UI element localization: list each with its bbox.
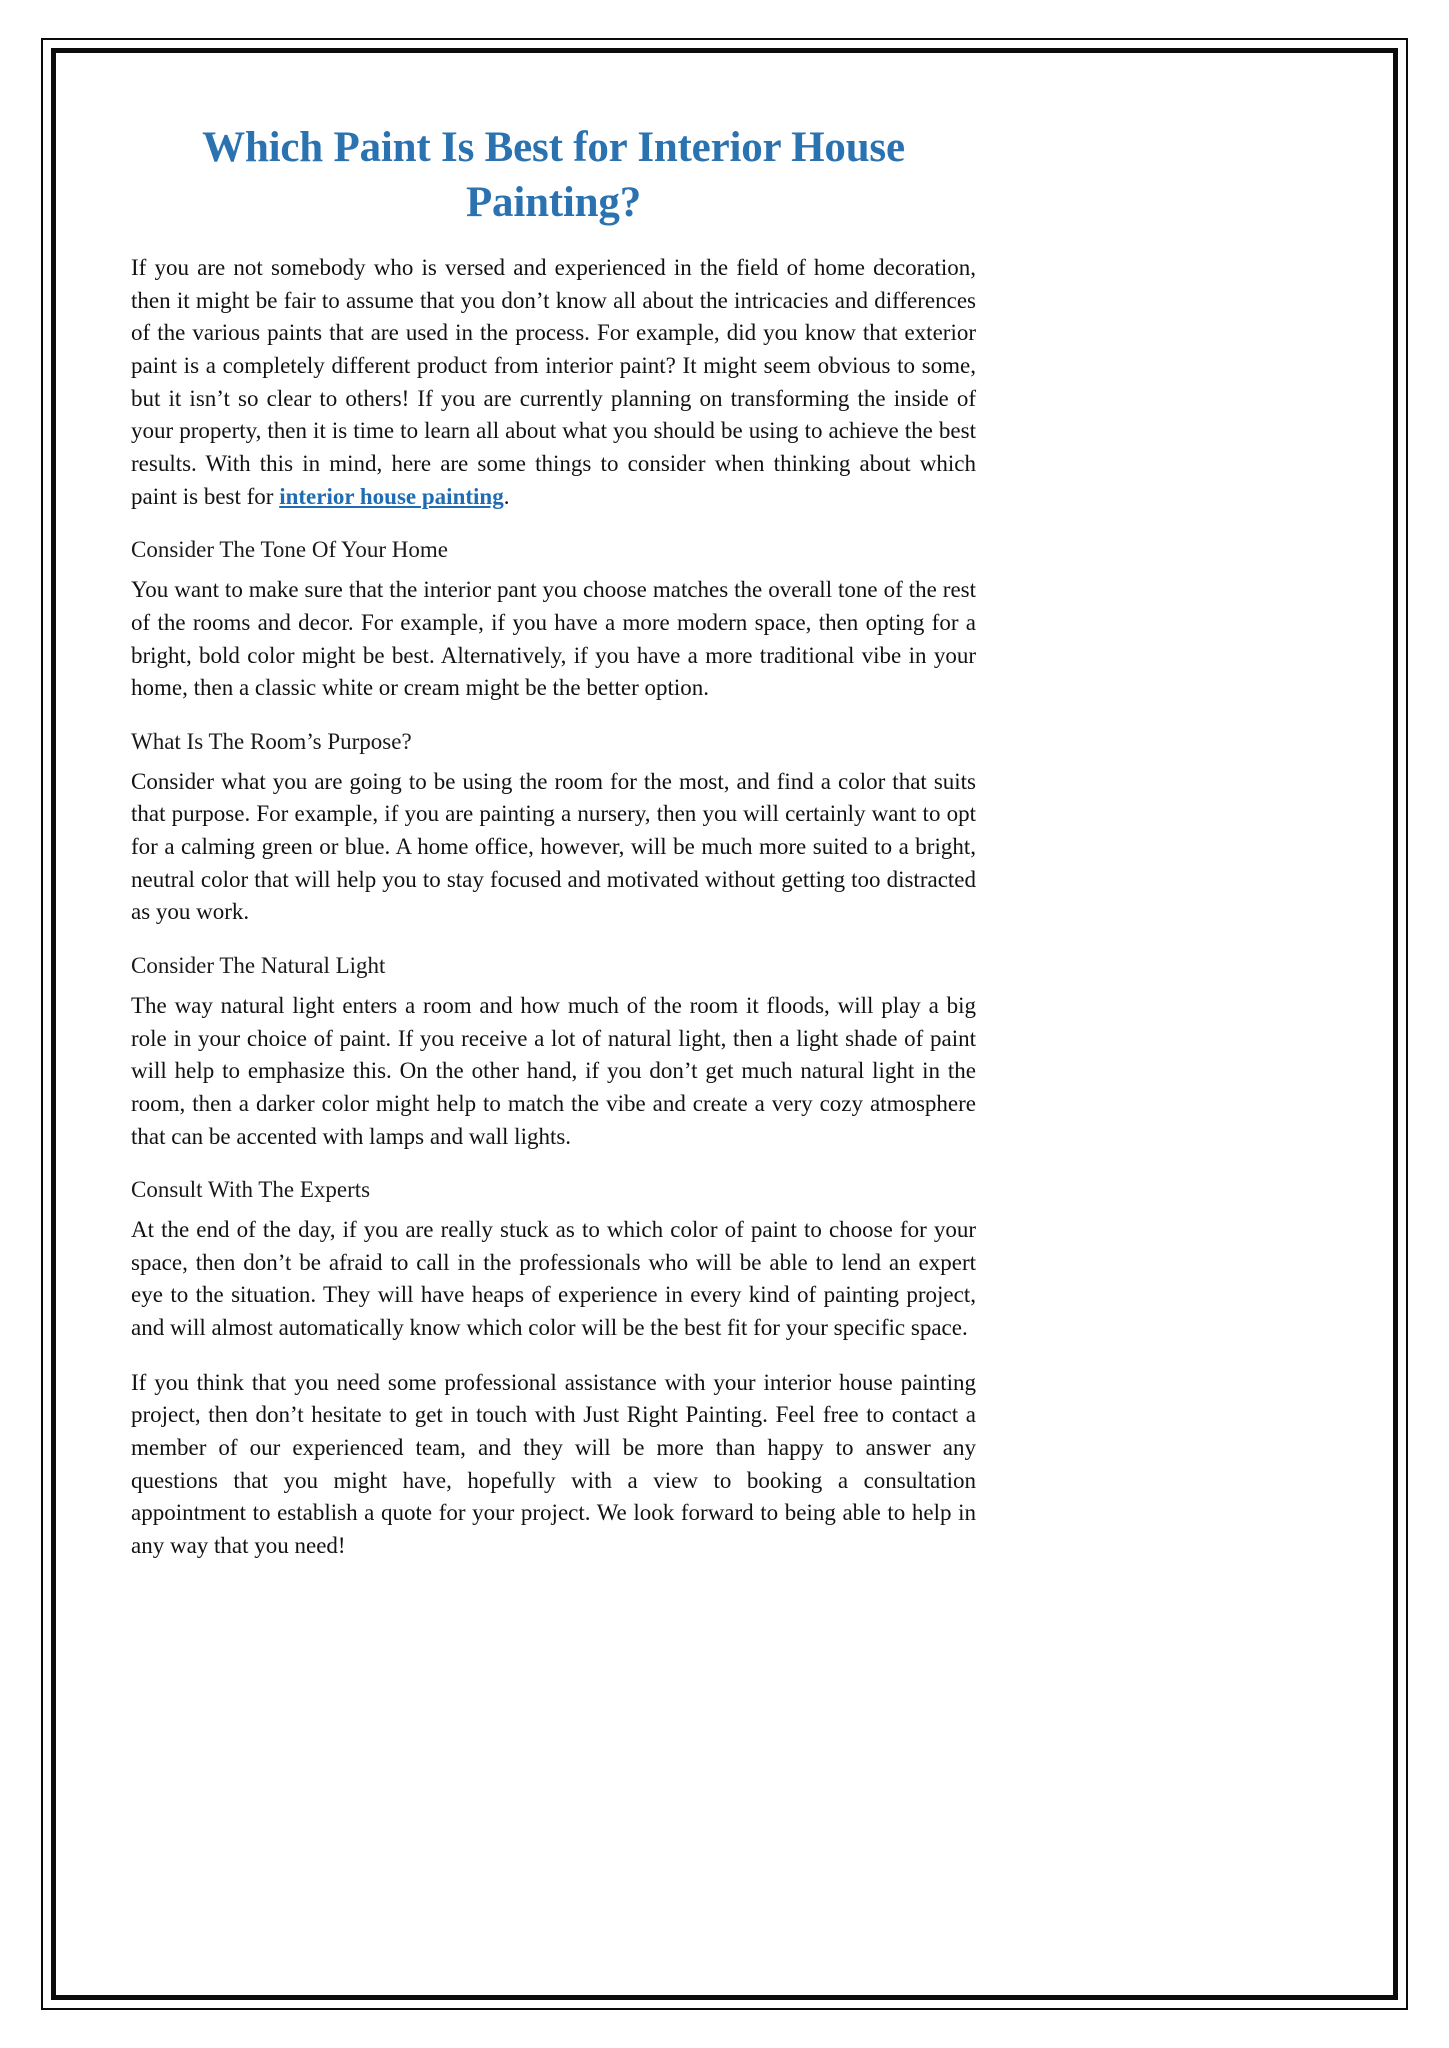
section-body-natural-light: The way natural light enters a room and how much of the room it floods, will play a big role in your choice of paint. If you receive a lot of natural light, then a light shade of paint will help to emphasize this. On the other hand, if you don’t get much natural light in the room, then a darker color might help to match the vibe and create a very cozy atmosphere that can be accented with lamps and wall lights. xyxy=(131,992,976,1149)
section-heading-room-purpose: What Is The Room’s Purpose? xyxy=(131,728,412,754)
closing-paragraph: If you think that you need some professional assistance with your interior house painting project, then don’t hesitate to get in touch with Just Right Painting. Feel free to contact a member of our experienced team, and they will be more than happy to answer any questions that you might have, hopefully with a view to booking a consultation appointment to establish a quote for your project. We look forward to being able to help in any way that you need! xyxy=(131,1369,976,1558)
section-heading-consult-experts: Consult With The Experts xyxy=(131,1177,371,1203)
intro-text-before-link: If you are not somebody who is versed and experienced in the field of home decoration, then it might be fair to assume that you don’t know all about the intricacies and differences of the various paints that are used in the process. For example, did you know that exterior paint is a completely different product from interior paint? It might seem obvious to some, but it isn’t so clear to others! If you are currently planning on transforming the inside of your property, then it is time to learn all about what you should be using to achieve the best results. With this in mind, here are some things to consider when thinking about which paint is best for xyxy=(131,255,976,509)
section-body-consult-experts: At the end of the day, if you are really stuck as to which color of paint to choose for your space, then don’t be afraid to call in the professionals who will be able to lend an expert eye to the situation. They will have heaps of experience in every kind of painting project, and will almost automatically know which color will be the best fit for your specific space. xyxy=(131,1217,976,1341)
document-content xyxy=(131,120,976,1563)
interior-house-painting-link[interactable]: interior house painting xyxy=(279,483,504,509)
section-heading-natural-light: Consider The Natural Light xyxy=(131,953,386,978)
section-body-room-purpose: Consider what you are going to be using the room for the most, and find a color that suits that purpose. For example, if you are painting a nursery, then you will certainly want to opt for a calming green or blue. A home office, however, will be much more suited to a bright, neutral color that will help you to stay focused and motivated without getting too distracted as you work. xyxy=(131,768,976,925)
section-heading-tone: Consider The Tone Of Your Home xyxy=(131,537,448,563)
page-title: Which Paint Is Best for Interior House Painting? xyxy=(202,124,905,227)
intro-text-after-link: . xyxy=(503,483,510,509)
intro-paragraph xyxy=(131,252,976,513)
section-body-tone: You want to make sure that the interior pant you choose matches the overall tone of the rest of the rooms and decor. For example, if you have a more modern space, then opting for a bright, bold color might be best. Alternatively, if you have a more traditional vibe in your home, then a classic white or cream might be the better option. xyxy=(131,577,976,701)
